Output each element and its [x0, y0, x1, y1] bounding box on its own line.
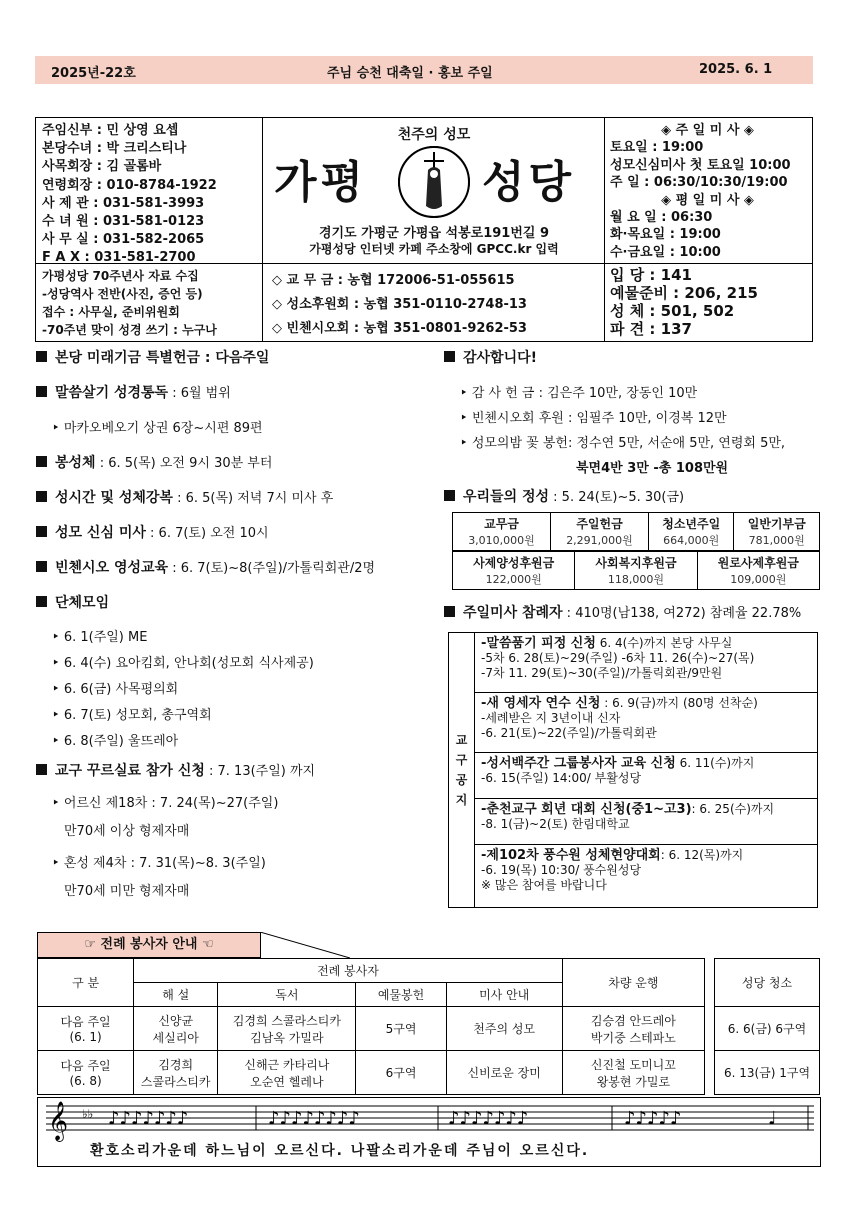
header-commentary: 해 설 [134, 983, 218, 1007]
header-reading: 독서 [218, 983, 356, 1007]
church-name-left: 가평 [274, 157, 368, 208]
holy-hour-notice: 성시간 및 성체강복 : 6. 5(목) 저녁 7시 미사 후 [36, 487, 333, 507]
group-meeting-item: ‣ 6. 4(수) 요아킴회, 안나회(성모회 식사제공) [52, 652, 314, 671]
cursillo-notice: 교구 꾸르실료 참가 신청 : 7. 13(주일) 까지 [36, 760, 315, 780]
thanks-item: ‣ 감 사 헌 금 : 김은주 10만, 장동인 10만 [460, 382, 697, 401]
bible-reading-notice: 말씀살기 성경통독 : 6월 범위 [36, 382, 231, 402]
cursillo-mixed-target: 만70세 미만 형제자매 [64, 884, 190, 899]
table-row: 다음 주일 (6. 8) 김경희 스콜라스티카 신해근 카타리나 오순연 헬레나 6구역 신비로운 장미 신진철 도미니꼬 왕봉현 가밀로 [38, 1051, 705, 1095]
church-name-right: 성당 [482, 157, 576, 208]
svg-text:𝄞: 𝄞 [48, 1101, 69, 1141]
offering-cell: 청소년주일 664,000원 [649, 513, 734, 551]
bible-reading-range: ‣ 마카오베오기 상권 6장~시편 89편 [52, 417, 263, 436]
offering-cell: 일반기부금 781,000원 [734, 513, 820, 551]
notice-item: -성서백주간 그룹봉사자 교육 신청 6. 11(수)까지 -6. 15(주일) 14:00/ 부활성당 [475, 753, 817, 799]
cleaning-table [714, 958, 820, 1095]
group-meetings-heading: 단체모임 [36, 592, 109, 612]
group-meeting-item: ‣ 6. 7(토) 성모회, 총구역회 [52, 704, 212, 723]
mass-schedule: ◈ 주 일 미 사 ◈ 토요일 : 19:00 성모신심미사 첫 토요일 10:00 주 일 : 06:30/10:30/19:00 ◈ 평 일 미 사 ◈ 월 요 일 : 06:30 화·목요일 : 19:00 수·금요일 : 10:00 [610, 123, 791, 260]
notice-item: -제102차 풍수원 성체현양대회: 6. 12(목)까지 -6. 19(목) 10:30/ 풍수원성당 ※ 많은 참여를 바랍니다 [481, 848, 744, 892]
cursillo-elder-target: 만70세 이상 형제자매 [64, 824, 190, 839]
svg-text:♭♭: ♭♭ [82, 1107, 94, 1121]
header-car: 차량 운행 [562, 959, 704, 1007]
offering-cell: 원로사제후원금 109,000원 [697, 552, 819, 590]
hymn-lyric: 환호소리가운데 하느님이 오르신다. 나팔소리가운데 주님이 오르신다. [90, 1143, 590, 1159]
group-meeting-item: ‣ 6. 1(주일) ME [52, 626, 147, 645]
issue-number: 2025년-22호 [51, 66, 136, 81]
future-fund-notice: 본당 미래기금 특별헌금 : 다음주일 [36, 347, 269, 367]
thanks-item: ‣ 성모의밤 꽃 봉헌: 정수연 5만, 서순애 5만, 연령회 5만, [460, 432, 785, 451]
issue-header-bar [35, 56, 813, 84]
cursillo-mixed: ‣ 혼성 제4차 : 7. 31(목)~8. 3(주일) [52, 852, 266, 871]
cursillo-elder: ‣ 어르신 제18차 : 7. 24(목)~27(주일) [52, 792, 278, 811]
attendance-notice: 주일미사 참례자 : 410명(남138, 여272) 참례율 22.78% [444, 602, 801, 622]
offering-table-2 [452, 551, 820, 590]
offering-cell: 사회복지후원금 118,000원 [575, 552, 697, 590]
parish-info-box [35, 117, 813, 342]
svg-text:♪♪♪♪♪: ♪♪♪♪♪ [624, 1108, 682, 1129]
offering-cell: 사제양성후원금 122,000원 [453, 552, 575, 590]
svg-text:♪♪♪♪♪♪♪: ♪♪♪♪♪♪♪ [448, 1108, 529, 1129]
vincent-education-notice: 빈첸시오 영성교육 : 6. 7(토)~8(주일)/가톨릭회관/2명 [36, 557, 375, 577]
mary-statue-logo [398, 146, 470, 218]
notice-item: -춘천교구 회년 대회 신청(중1~고3): 6. 25(수)까지 -8. 1(금)~2(토) 한림대학교 [475, 799, 817, 845]
church-subtitle: 천주의 성모 [397, 127, 471, 143]
table-row: 다음 주일 (6. 1) 신양균 세실리아 김경희 스콜라스티카 김남옥 가밀라 5구역 천주의 성모 김승겸 안드레아 박기중 스테파노 [38, 1007, 705, 1051]
thanks-heading: 감사합니다! [444, 347, 537, 367]
svg-text:♩: ♩ [768, 1108, 777, 1129]
header-service: 전례 봉사자 [134, 959, 563, 983]
offering-cell: 교무금 3,010,000원 [453, 513, 551, 551]
notice-item: -말씀품기 피정 신청 6. 4(수)까지 본당 사무실 -5차 6. 28(토)~29(주일) -6차 11. 26(수)~27(목) -7차 11. 29(토)~30(주일)/가톨릭회관/9만원 [475, 633, 817, 693]
communion-counts: 입 당 : 141 예물준비 : 206, 215 성 체 : 501, 502 파 견 : 137 [610, 266, 758, 338]
group-meeting-item: ‣ 6. 8(주일) 울뜨레아 [52, 730, 178, 749]
header-offering: 예물봉헌 [356, 983, 446, 1007]
staff-list: 주임신부 : 민 상영 요셉 본당수녀 : 박 크리스티나 사목회장 : 김 골롬바 연령회장 : 010-8784-1922 사 제 관 : 031-581-3993 수 녀 원 : 031-581-0123 사 무 실 : 031-582-2065 F A X : 031-581-2700 [42, 123, 217, 266]
church-address: 경기도 가평군 가평읍 석봉로191번길 9 [318, 226, 550, 241]
notice-item: -새 영세자 연수 신청 : 6. 9(금)까지 (80명 선착순) -세례받은 지 3년이내 신자 -6. 21(토)~22(주일)/가톨릭회관 [475, 693, 817, 753]
marian-mass-notice: 성모 신심 미사 : 6. 7(토) 오전 10시 [36, 522, 269, 542]
offering-cell: 주일헌금 2,291,000원 [551, 513, 649, 551]
service-tab-label: ☞ 전례 봉사자 안내 ☜ [37, 932, 261, 958]
service-table [37, 958, 705, 1095]
diocese-notice-box [448, 632, 818, 908]
thanks-item: ‣ 빈첸시오회 후원 : 임필주 10만, 이경복 12만 [460, 407, 727, 426]
offering-heading: 우리들의 정성 : 5. 24(토)~5. 30(금) [444, 486, 684, 506]
home-communion-notice: 봉성체 : 6. 5(목) 오전 9시 30분 부터 [36, 452, 272, 472]
header-guide: 미사 안내 [446, 983, 562, 1007]
issue-date: 2025. 6. 1 [699, 62, 773, 77]
bank-accounts: ◇ 교 무 금 : 농협 172006-51-055615 ◇ 성소후원회 : 농협 351-0110-2748-13 ◇ 빈첸시오회 : 농협 351-0801-9262-53 [272, 273, 527, 336]
header-gubun: 구 분 [38, 959, 134, 1007]
issue-title: 주님 승천 대축일 · 홍보 주일 [327, 66, 493, 81]
anniversary-notice: 가평성당 70주년사 자료 수집 -성당역사 전반(사진, 증언 등) 접수 : 사무실, 준비위원회 -70주년 맞이 성경 쓰기 : 누구나 [42, 269, 217, 337]
clean-row: 6. 13(금) 1구역 [715, 1051, 820, 1095]
svg-text:♪♪♪♪♪♪♪: ♪♪♪♪♪♪♪ [108, 1108, 189, 1129]
offering-table [452, 512, 820, 551]
clean-row: 6. 6(금) 6구역 [715, 1007, 820, 1051]
tab-diagonal [260, 932, 350, 960]
svg-text:♪♪♪♪♪♪♪♪: ♪♪♪♪♪♪♪♪ [268, 1108, 360, 1129]
group-meeting-item: ‣ 6. 6(금) 사목평의회 [52, 678, 178, 697]
internet-cafe: 가평성당 인터넷 카페 주소창에 GPCC.kr 입력 [309, 242, 559, 256]
diocese-notice-label: 교 구 공 지 [449, 633, 475, 907]
thanks-total: 북면4반 3만 -총 108만원 [576, 461, 729, 476]
header-clean: 성당 청소 [715, 959, 820, 1007]
